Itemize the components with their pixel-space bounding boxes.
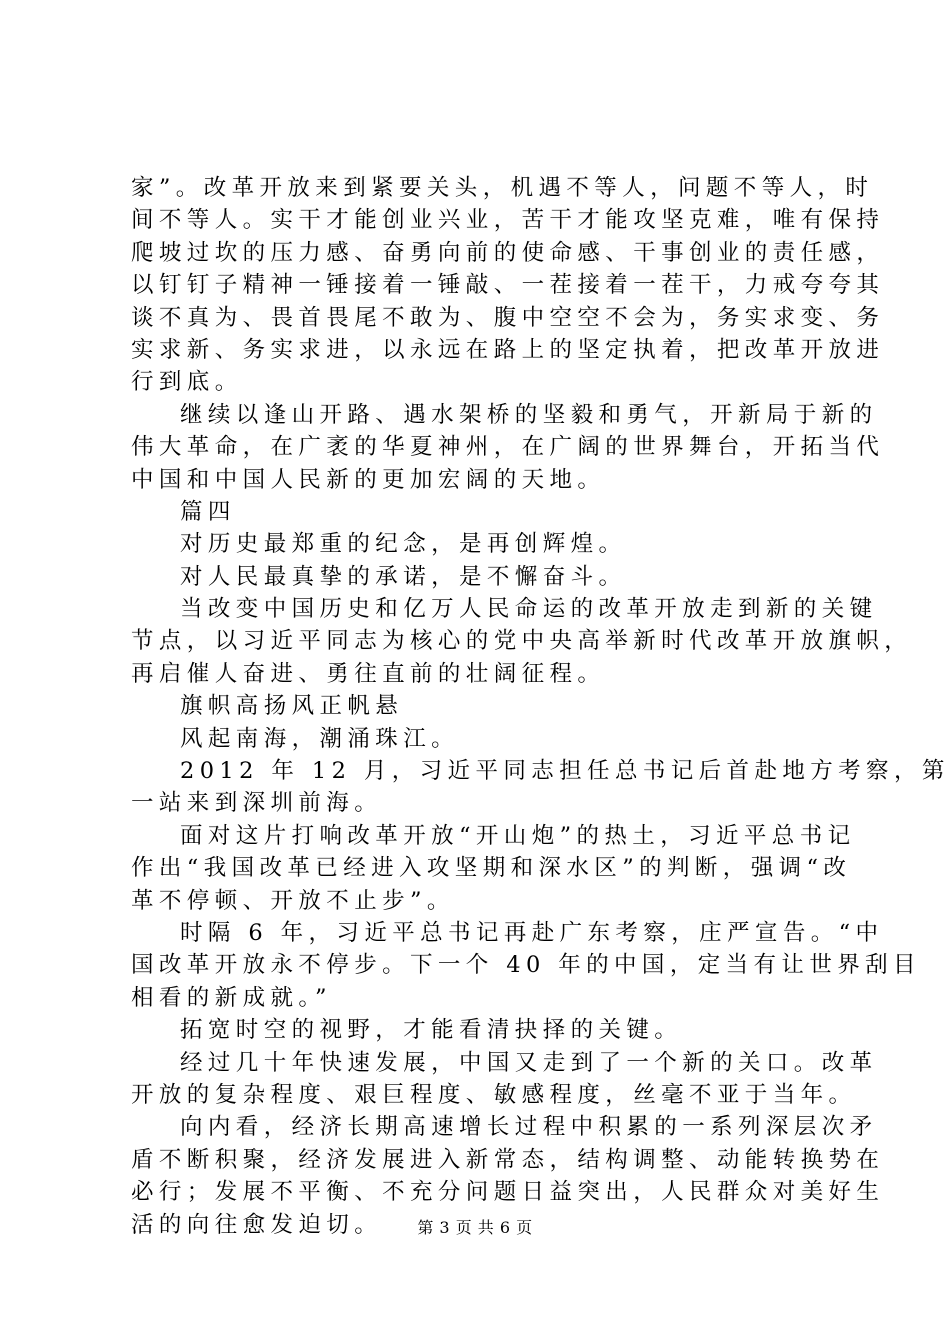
text-line: 再启催人奋进、勇往直前的壮阔征程。 [131, 660, 606, 687]
text-line: 盾不断积聚，经济发展进入新常态，结构调整、动能转换势在 [131, 1146, 885, 1173]
text-line: 经过几十年快速发展，中国又走到了一个新的关口。改革 [180, 1049, 878, 1076]
text-line: 行到底。 [131, 369, 243, 396]
text-line: 国改革开放永不停步。下一个 40 年的中国，定当有让世界刮目 [131, 952, 921, 979]
text-line: 2012 年 12 月，习近平同志担任总书记后首赴地方考察，第 [180, 758, 950, 785]
text-line: 间不等人。实干才能创业兴业，苦干才能攻坚克难，唯有保持 [131, 207, 885, 234]
document-body [131, 172, 950, 1241]
text-line: 必行；发展不平衡、不充分问题日益突出，人民群众对美好生 [131, 1179, 885, 1206]
text-line: 对人民最真挚的承诺，是不懈奋斗。 [180, 563, 627, 590]
text-line: 向内看，经济长期高速增长过程中积累的一系列深层次矛 [180, 1114, 878, 1141]
page-indicator: 第 3 页 共 6 页 [417, 1218, 533, 1237]
text-line: 面对这片打响改革开放“开山炮”的热土，习近平总书记 [180, 822, 856, 849]
text-line: 继续以逢山开路、遇水架桥的坚毅和勇气，开新局于新的 [180, 401, 878, 428]
text-line: 对历史最郑重的纪念，是再创辉煌。 [180, 531, 627, 558]
text-line: 篇四 [180, 498, 236, 525]
text-line: 时隔 6 年，习近平总书记再赴广东考察，庄严宣告。“中 [180, 919, 884, 946]
text-line: 以钉钉子精神一锤接着一锤敲、一茬接着一茬干，力戒夸夸其 [131, 272, 885, 299]
text-line: 风起南海，潮涌珠江。 [180, 725, 460, 752]
text-line: 中国和中国人民新的更加宏阔的天地。 [131, 466, 606, 493]
text-line: 拓宽时空的视野，才能看清抉择的关键。 [180, 1017, 683, 1044]
text-line: 实求新、务实求进，以永远在路上的坚定执着，把改革开放进 [131, 336, 885, 363]
text-line: 革不停顿、开放不止步”。 [131, 887, 455, 914]
text-line: 伟大革命，在广袤的华夏神州，在广阔的世界舞台，开拓当代 [131, 434, 885, 461]
text-line: 家”。改革开放来到紧要关头，机遇不等人，问题不等人，时 [131, 175, 874, 201]
text-line: 当改变中国历史和亿万人民命运的改革开放走到新的关键 [180, 596, 878, 623]
text-line: 活的向往愈发迫切。 [131, 1211, 383, 1238]
text-line: 谈不真为、畏首畏尾不敢为、腹中空空不会为，务实求变、务 [131, 304, 885, 331]
text-line: 爬坡过坎的压力感、奋勇向前的使命感、干事创业的责任感， [131, 239, 885, 266]
text-line: 一站来到深圳前海。 [131, 790, 383, 817]
text-line: 作出“我国改革已经进入攻坚期和深水区”的判断，强调“改 [131, 855, 852, 882]
text-line: 相看的新成就。” [131, 984, 332, 1011]
text-line: 开放的复杂程度、艰巨程度、敏感程度，丝毫不亚于当年。 [131, 1081, 857, 1108]
page-footer [0, 1216, 950, 1240]
text-line: 节点，以习近平同志为核心的党中央高举新时代改革开放旗帜， [131, 628, 913, 655]
text-line: 旗帜高扬风正帆悬 [180, 693, 404, 720]
